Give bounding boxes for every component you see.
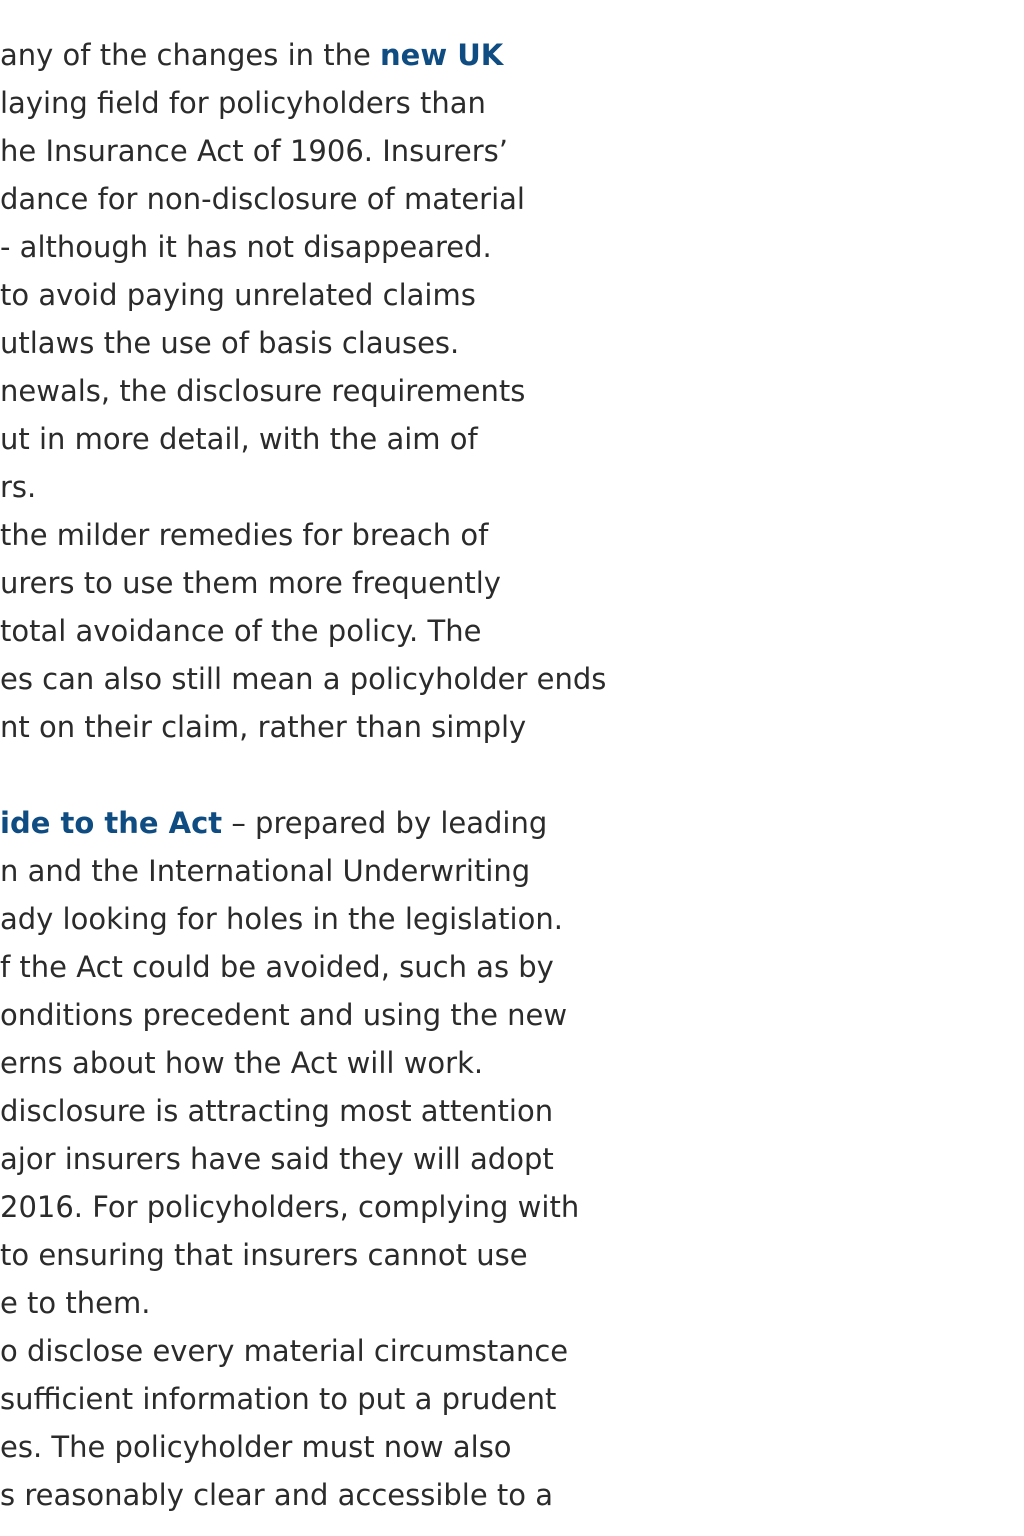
text-segment: disclosure is attracting most attention xyxy=(0,1094,554,1128)
text-line xyxy=(0,511,620,559)
text-line xyxy=(0,79,620,127)
text-line xyxy=(0,1231,620,1279)
text-segment: total avoidance of the policy. The xyxy=(0,614,482,648)
text-line xyxy=(0,703,620,751)
text-line xyxy=(0,1183,620,1231)
text-line xyxy=(0,175,620,223)
text-line xyxy=(0,271,620,319)
text-segment: to avoid paying unrelated claims xyxy=(0,278,476,312)
text-segment: 2016. For policyholders, complying with xyxy=(0,1190,580,1224)
text-segment: n and the International Underwriting xyxy=(0,854,531,888)
text-line xyxy=(0,1087,620,1135)
text-line xyxy=(0,607,620,655)
text-line xyxy=(0,319,620,367)
text-line xyxy=(0,1423,620,1471)
text-segment: any of the changes in the xyxy=(0,38,381,72)
text-segment: ady looking for holes in the legislation. xyxy=(0,902,563,936)
text-line xyxy=(0,415,620,463)
text-segment: erns about how the Act will work. xyxy=(0,1046,484,1080)
text-segment: rs. xyxy=(0,470,37,504)
text-line xyxy=(0,895,620,943)
text-line xyxy=(0,463,620,511)
text-segment: onditions precedent and using the new xyxy=(0,998,568,1032)
text-segment: dance for non-disclosure of material xyxy=(0,182,525,216)
text-segment: - although it has not disappeared. xyxy=(0,230,492,264)
text-line xyxy=(0,1327,620,1375)
text-segment: f the Act could be avoided, such as by xyxy=(0,950,554,984)
text-segment: e to them. xyxy=(0,1286,151,1320)
text-line xyxy=(0,31,620,79)
text-line xyxy=(0,655,620,703)
text-segment: ajor insurers have said they will adopt xyxy=(0,1142,554,1176)
text-segment: to ensuring that insurers cannot use xyxy=(0,1238,528,1272)
text-segment: – prepared by leading xyxy=(222,806,548,840)
text-segment: sufficient information to put a prudent xyxy=(0,1382,557,1416)
text-line xyxy=(0,223,620,271)
text-segment: s reasonably clear and accessible to a xyxy=(0,1478,554,1512)
text-segment: utlaws the use of basis clauses. xyxy=(0,326,460,360)
text-line xyxy=(0,1375,620,1423)
text-line xyxy=(0,943,620,991)
text-segment: urers to use them more frequently xyxy=(0,566,501,600)
text-segment: he Insurance Act of 1906. Insurers’ xyxy=(0,134,509,168)
text-line xyxy=(0,1039,620,1087)
text-line xyxy=(0,1135,620,1183)
text-line xyxy=(0,751,620,799)
text-segment: laying field for policyholders than xyxy=(0,86,486,120)
text-segment: o disclose every material circumstance xyxy=(0,1334,569,1368)
inline-link[interactable]: ide to the Act xyxy=(0,806,223,840)
text-line xyxy=(0,559,620,607)
text-segment: es can also still mean a policyholder ends xyxy=(0,662,607,696)
text-line xyxy=(0,1471,620,1519)
text-segment: the milder remedies for breach of xyxy=(0,518,489,552)
article-text-column xyxy=(0,31,620,1519)
text-segment: es. The policyholder must now also xyxy=(0,1430,512,1464)
text-line xyxy=(0,847,620,895)
text-segment: ut in more detail, with the aim of xyxy=(0,422,478,456)
text-line xyxy=(0,799,620,847)
text-line xyxy=(0,367,620,415)
text-line xyxy=(0,1279,620,1327)
text-line xyxy=(0,991,620,1039)
text-line xyxy=(0,127,620,175)
text-segment: nt on their claim, rather than simply xyxy=(0,710,527,744)
inline-link[interactable]: new UK xyxy=(380,38,504,72)
text-segment: newals, the disclosure requirements xyxy=(0,374,526,408)
